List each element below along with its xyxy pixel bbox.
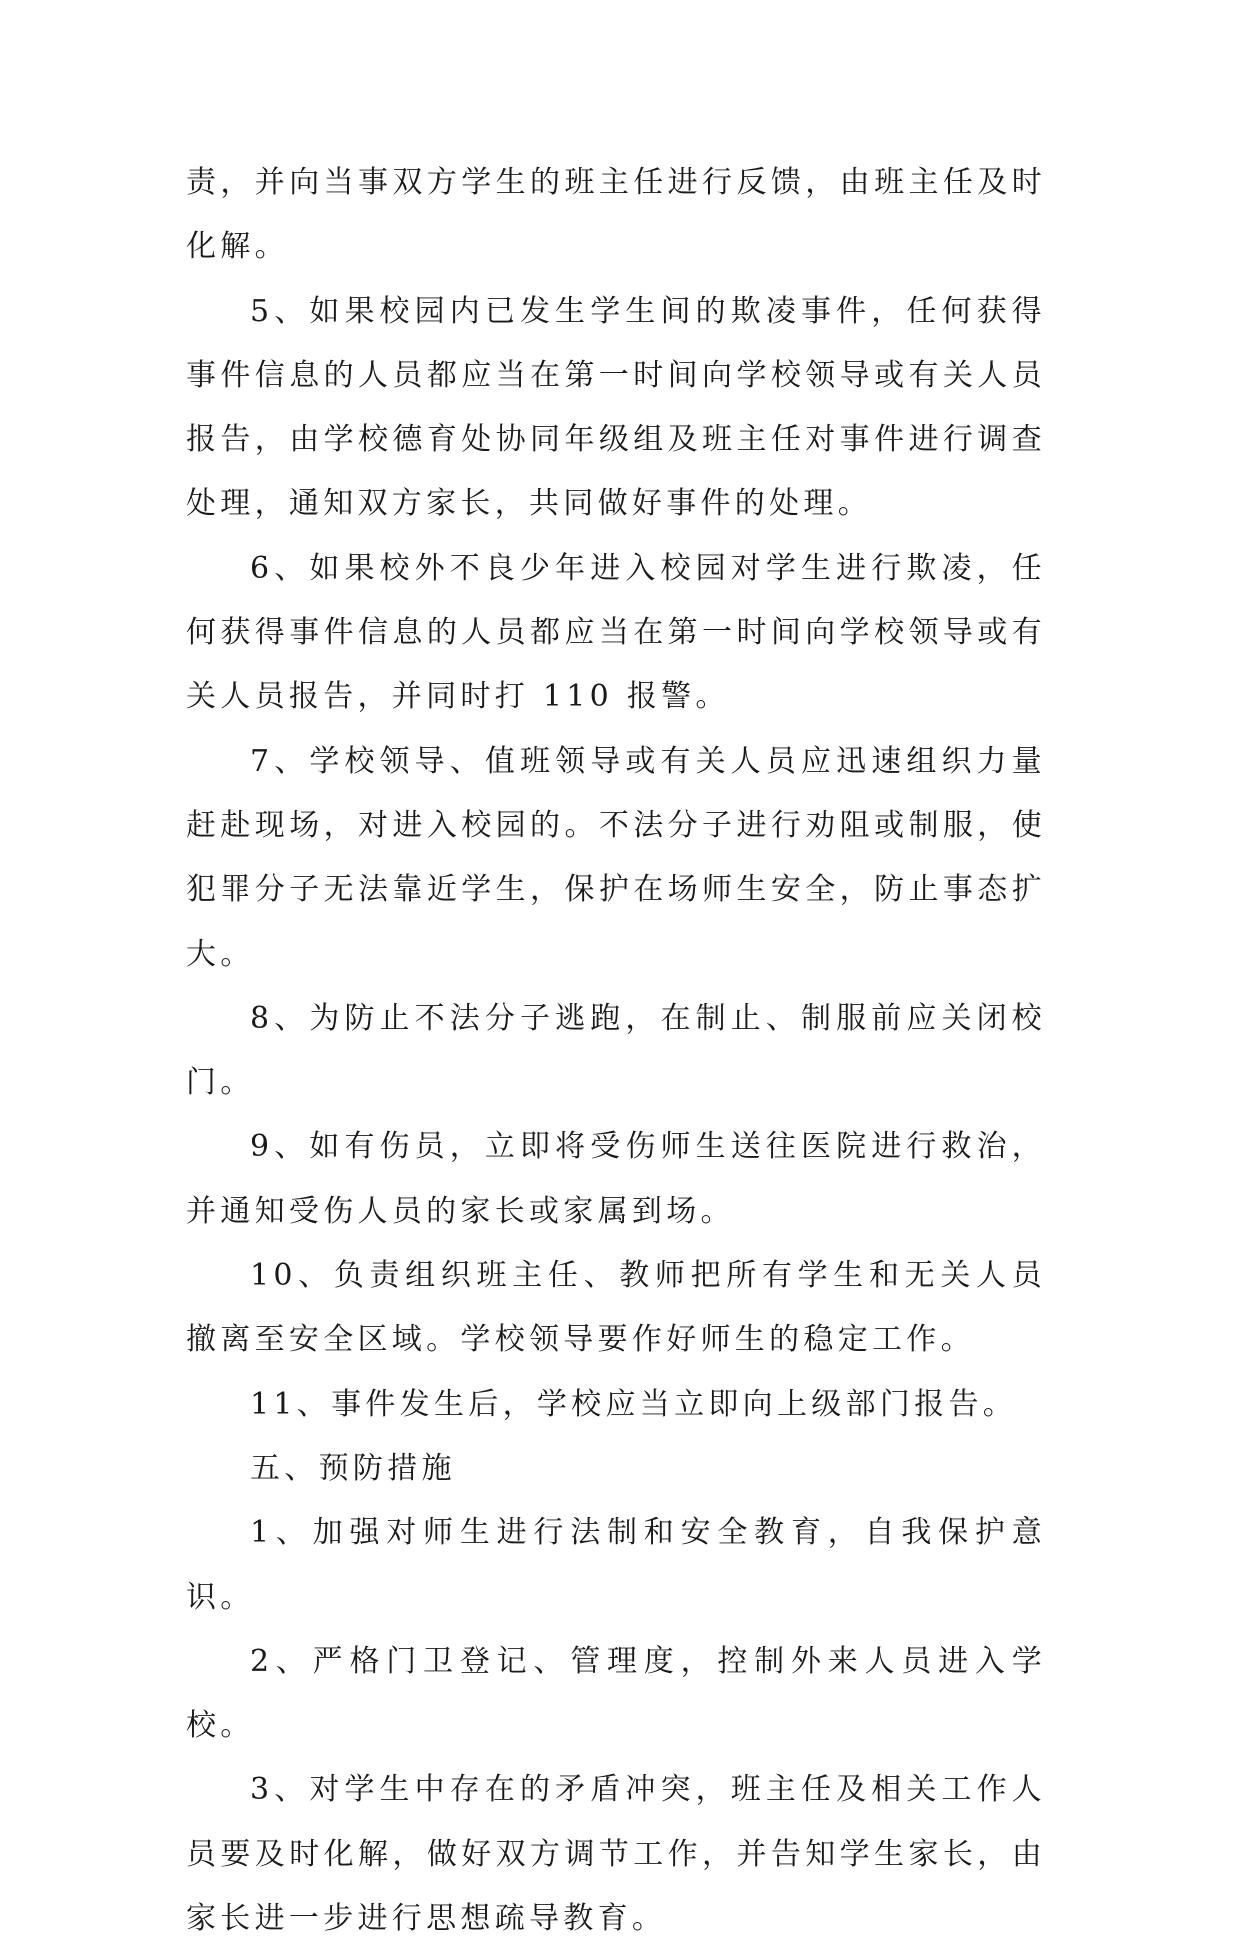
section-heading-prevention: 五、预防措施 — [250, 1450, 456, 1486]
paragraph-item-7: 7、学校领导、值班领导或有关人员应迅速组织力量赶赴现场，对进入校园的。不法分子进行劝阻或制服，使犯罪分子无法靠近学生，保护在场师生安全，防止事态扩大。 — [186, 743, 1046, 972]
paragraph-item-6: 6、如果校外不良少年进入校园对学生进行欺凌，任何获得事件信息的人员都应当在第一时间向学校领导或有关人员报告，并同时打 110 报警。 — [186, 550, 1046, 715]
prevention-item-1: 1、加强对师生进行法制和安全教育，自我保护意识。 — [186, 1515, 1046, 1615]
prevention-item-3: 3、对学生中存在的矛盾冲突，班主任及相关工作人员要及时化解，做好双方调节工作，并告知学生家长，由家长进一步进行思想疏导教育。 — [186, 1772, 1046, 1937]
paragraph-item-8: 8、为防止不法分子逃跑，在制止、制服前应关闭校门。 — [186, 1000, 1046, 1101]
paragraph-item-5: 5、如果校园内已发生学生间的欺凌事件，任何获得事件信息的人员都应当在第一时间向学校领导或有关人员报告，由学校德育处协同年级组及班主任对事件进行调查处理，通知双方家长，共同做好事件的处理。 — [186, 293, 1046, 522]
paragraph-item-9: 9、如有伤员，立即将受伤师生送往医院进行救治，并通知受伤人员的家长或家属到场。 — [186, 1129, 1046, 1229]
paragraph-item-11: 11、事件发生后，学校应当立即向上级部门报告。 — [250, 1386, 1018, 1422]
prevention-item-2: 2、严格门卫登记、管理度，控制外来人员进入学校。 — [186, 1643, 1046, 1744]
paragraph-continuation: 责，并向当事双方学生的班主任进行反馈，由班主任及时化解。 — [186, 165, 1046, 265]
paragraph-item-10: 10、负责组织班主任、教师把所有学生和无关人员撤离至安全区域。学校领导要作好师生的稳定工作。 — [186, 1258, 1046, 1358]
document-body — [186, 151, 1046, 1951]
